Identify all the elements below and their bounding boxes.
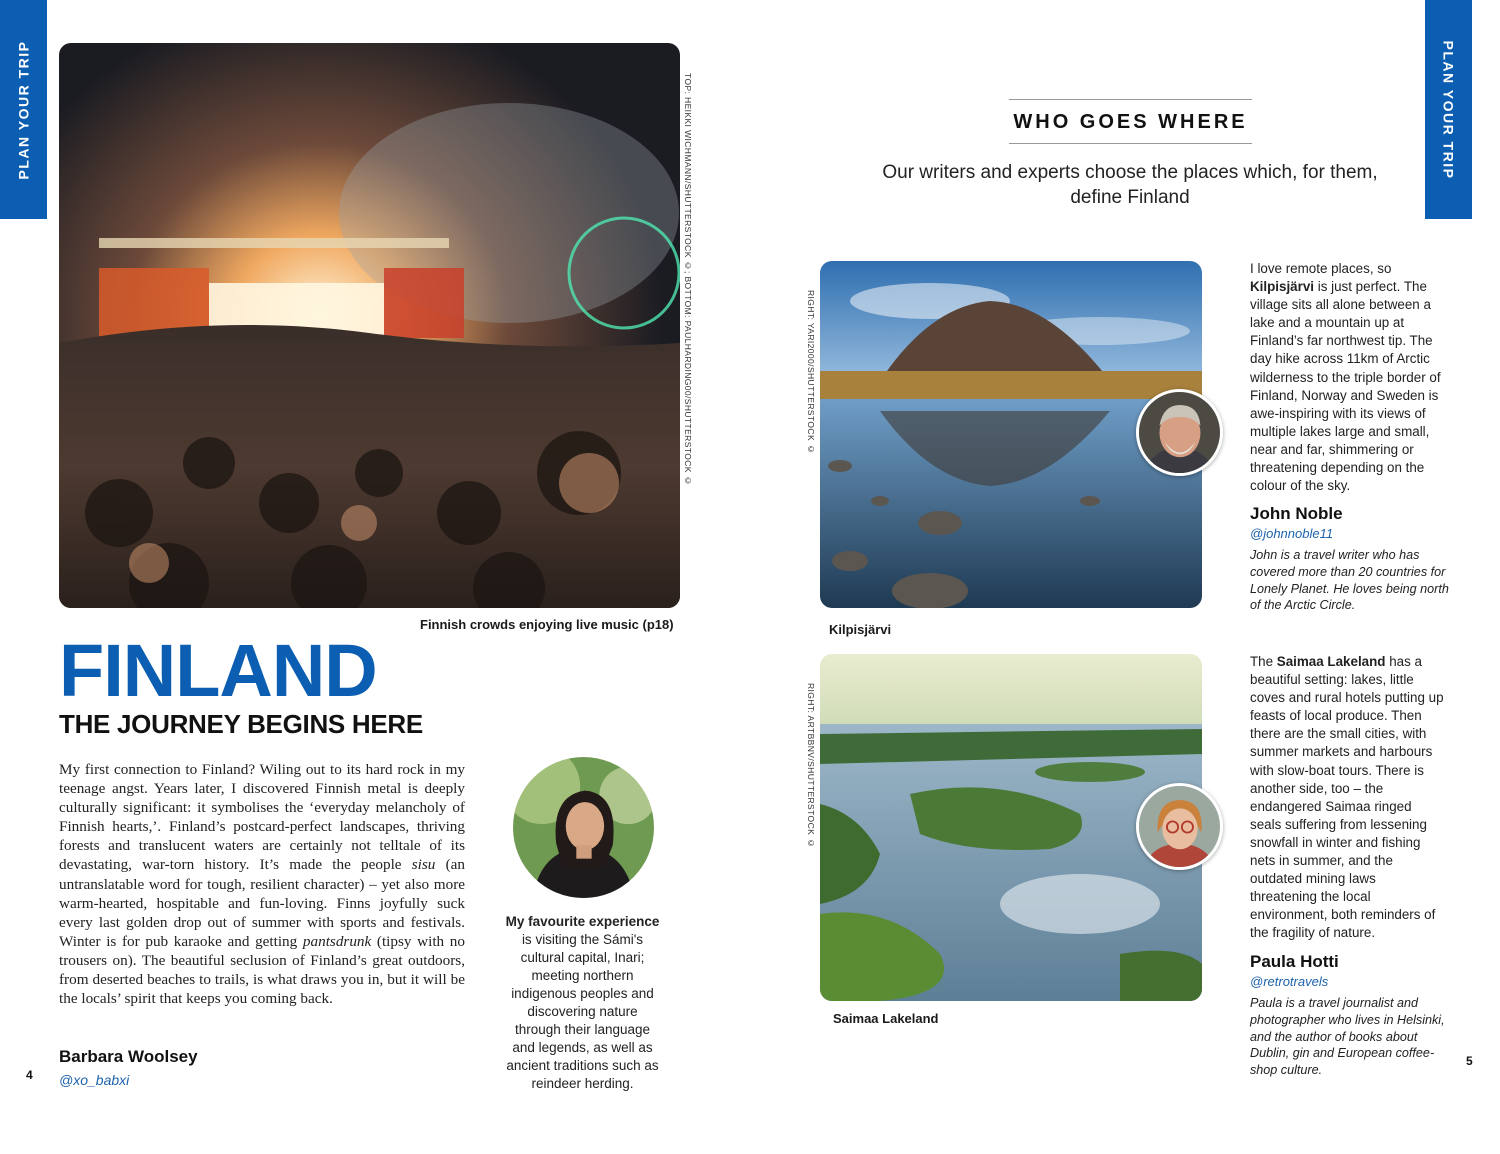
who-goes-where-heading: WHO GOES WHERE [1013,111,1248,133]
kilpisjarvi-writer-text: I love remote places, so Kilpisjärvi is just perfect. The village sits all alone between a lake and a mountain up at Finland’s far northwest tip. The day hike across 11km of Arctic wilderness to the triple border of Finland, Norway and Sweden is awe-inspiring with its views of multiple lakes large and small, near and far, shimmering or threatening depending on the colour of the sky. [1250,261,1441,494]
saimaa-writer-text: The Saimaa Lakeland has a beautiful setting: lakes, little coves and rural hotels putting up feasts of local produce. Then there are the small cities, with summer markets and harbours with slow-boat tours. There is another side, too – the endangered Saimaa ringed seals suffering from lessening snowfall in winter and fishing nets in summer, and the outdated mining laws threatening the local environment, both reminders of the fragility of nature. [1250,654,1444,941]
saimaa-caption: Saimaa Lakeland [833,1011,939,1026]
who-goes-where-intro: Our writers and experts choose the places which, for them, define Finland [882,162,1378,208]
heading-rule-top [1009,99,1252,100]
favourite-experience-text: My favourite experience is visiting the Sámi's cultural capital, Inari; meeting northern indigenous peoples and discovering nature through their language and legends, as well as ancient traditions such as reindeer herding. [505,914,660,1091]
kilpisjarvi-caption: Kilpisjärvi [829,622,892,637]
writer-name-paula: Paula Hotti [1250,952,1339,971]
photo-credit-kilpisjarvi: RIGHT: YARI2000/SHUTTERSTOCK © [806,290,816,455]
page-subtitle: THE JOURNEY BEGINS HERE [59,709,423,739]
concert-photo-caption: Finnish crowds enjoying live music (p18) [420,617,674,632]
barbara-portrait [510,754,657,901]
writer-name-john: John Noble [1250,504,1343,523]
writer-handle-john[interactable]: @johnnoble11 [1250,526,1334,541]
intro-body-text: My first connection to Finland? Wiling out to its hard rock in my teenage angst. Years later, I discovered Finnish metal is deeply culturally significant: it symbolises the ‘everyday melancholy of Finnish hearts,’. Finland’s postcard-perfect landscapes, thriving forests and translucent waters are certainly not telltale of its devastating, war-torn history. It’s made the people sisu (an untranslatable word for tough, resilient character) – yet also more warm-hearted, hospitable and fun-loving. Finns joyfully suck every last golden drop out of summer with sports and festivals. Winter is for pub karaoke and getting pantsdrunk (tipsy with no trousers on). The beautiful seclusion of Finland’s great outdoors, from deserted beaches to trails, is what draws you in, but it will be the locals’ spirit that keeps you coming back. [59,761,465,1008]
photo-credit-saimaa: RIGHT: ARTBBNV/SHUTTERSTOCK © [806,683,816,849]
plan-your-trip-tab-right[interactable] [1425,0,1472,219]
author-handle[interactable]: @xo_babxi [59,1072,130,1088]
plan-your-trip-tab-left[interactable] [0,0,47,219]
writer-bio-paula: Paula is a travel journalist and photographer who lives in Helsinki, and the author of books about Dublin, gin and European coffee-shop culture. [1250,996,1445,1078]
page-number-left: 4 [26,1068,33,1082]
writer-bio-john: John is a travel writer who has covered more than 20 countries for Lonely Planet. He loves being north of the Arctic Circle. [1250,548,1449,613]
page-title: FINLAND [59,629,377,712]
tab-label-left: PLAN YOUR TRIP [15,40,32,179]
heading-rule-bottom [1009,143,1252,144]
paula-hotti-portrait [1136,783,1223,870]
author-name: Barbara Woolsey [59,1047,198,1066]
john-noble-portrait [1136,389,1223,476]
concert-photo [59,43,680,608]
tab-label-right: PLAN YOUR TRIP [1440,40,1457,179]
writer-handle-paula[interactable]: @retrotravels [1250,974,1329,989]
page-number-right: 5 [1466,1054,1473,1068]
photo-credit-left: TOP: HEIKKI WICHMANN/SHUTTERSTOCK ©; BOTTOM: PAULHARDING00/SHUTTERSTOCK © [683,73,693,487]
